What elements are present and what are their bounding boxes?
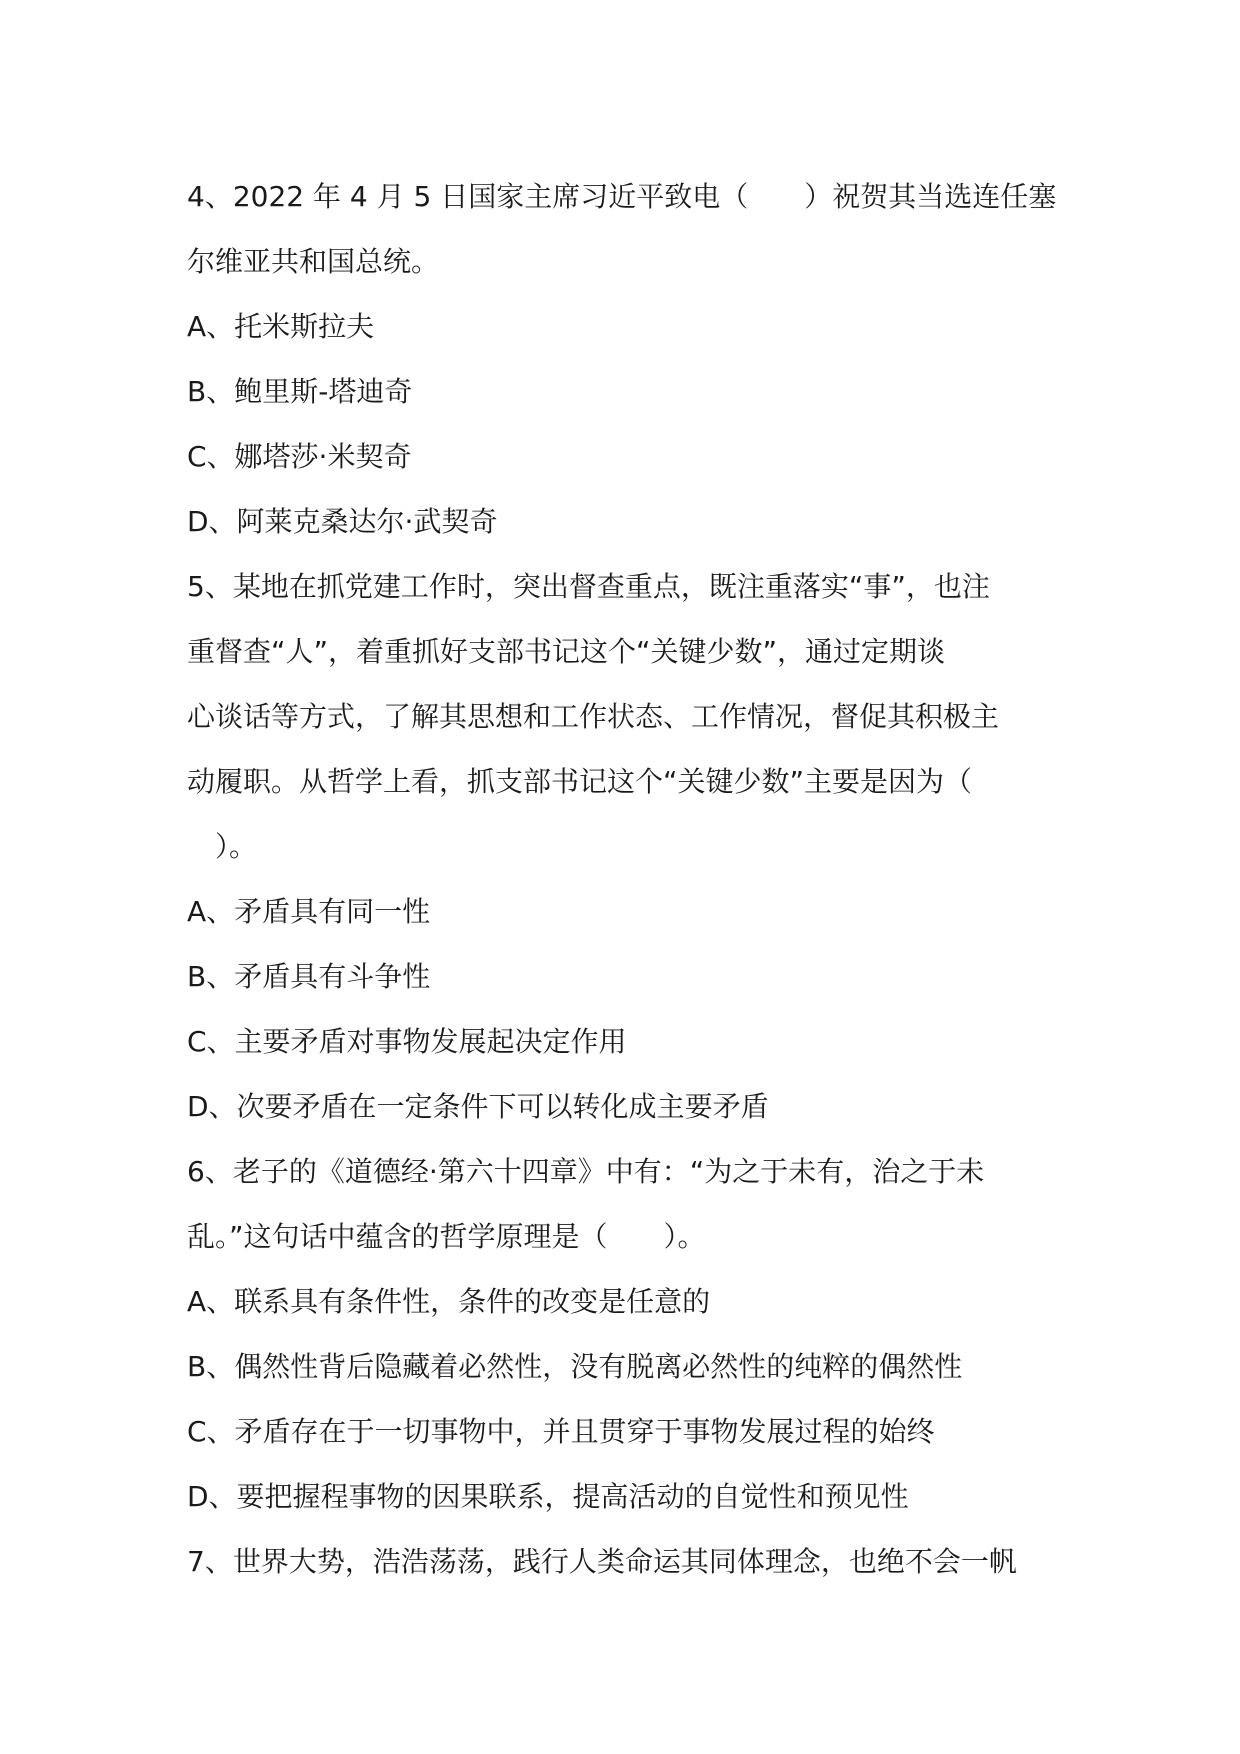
question-5-text-line-1: 5、某地在抓党建工作时，突出督查重点，既注重落实“事”，也注	[187, 570, 990, 603]
question-5-option-c: C、主要矛盾对事物发展起决定作用	[187, 1025, 627, 1058]
document-page	[187, 164, 1057, 1594]
question-4-option-b: B、鲍里斯-塔迪奇	[187, 375, 413, 408]
question-5-text-line-4: 动履职。从哲学上看，抓支部书记这个“关键少数”主要是因为（	[187, 765, 973, 798]
question-4-text-line-2: 尔维亚共和国总统。	[187, 245, 440, 278]
question-5-option-d: D、次要矛盾在一定条件下可以转化成主要矛盾	[187, 1090, 769, 1123]
question-4-text-line-1: 4、2022 年 4 月 5 日国家主席习近平致电（ ）祝贺其当选连任塞	[187, 180, 1057, 213]
question-4-option-c: C、娜塔莎·米契奇	[187, 440, 412, 473]
question-6-option-b: B、偶然性背后隐藏着必然性，没有脱离必然性的纯粹的偶然性	[187, 1350, 963, 1383]
question-5-text-line-5: ）。	[187, 830, 258, 863]
question-6-option-c: C、矛盾存在于一切事物中，并且贯穿于事物发展过程的始终	[187, 1415, 935, 1448]
question-4-option-d: D、阿莱克桑达尔·武契奇	[187, 505, 498, 538]
question-7-text-line-1: 7、世界大势，浩浩荡荡，践行人类命运其同体理念，也绝不会一帆	[187, 1545, 1017, 1578]
question-4-option-a: A、托米斯拉夫	[187, 310, 375, 343]
question-5-text-line-3: 心谈话等方式，了解其思想和工作状态、工作情况，督促其积极主	[187, 700, 1000, 733]
question-6-text-line-2: 乱。”这句话中蕴含的哲学原理是（ ）。	[187, 1220, 706, 1253]
question-6-text-line-1: 6、老子的《道德经·第六十四章》中有：“为之于未有，治之于未	[187, 1155, 985, 1188]
question-6-option-a: A、联系具有条件性，条件的改变是任意的	[187, 1285, 711, 1318]
question-5-text-line-2: 重督查“人”，着重抓好支部书记这个“关键少数”，通过定期谈	[187, 635, 946, 668]
question-6-option-d: D、要把握程事物的因果联系，提高活动的自觉性和预见性	[187, 1480, 909, 1513]
question-5-option-b: B、矛盾具有斗争性	[187, 960, 431, 993]
question-5-option-a: A、矛盾具有同一性	[187, 895, 431, 928]
